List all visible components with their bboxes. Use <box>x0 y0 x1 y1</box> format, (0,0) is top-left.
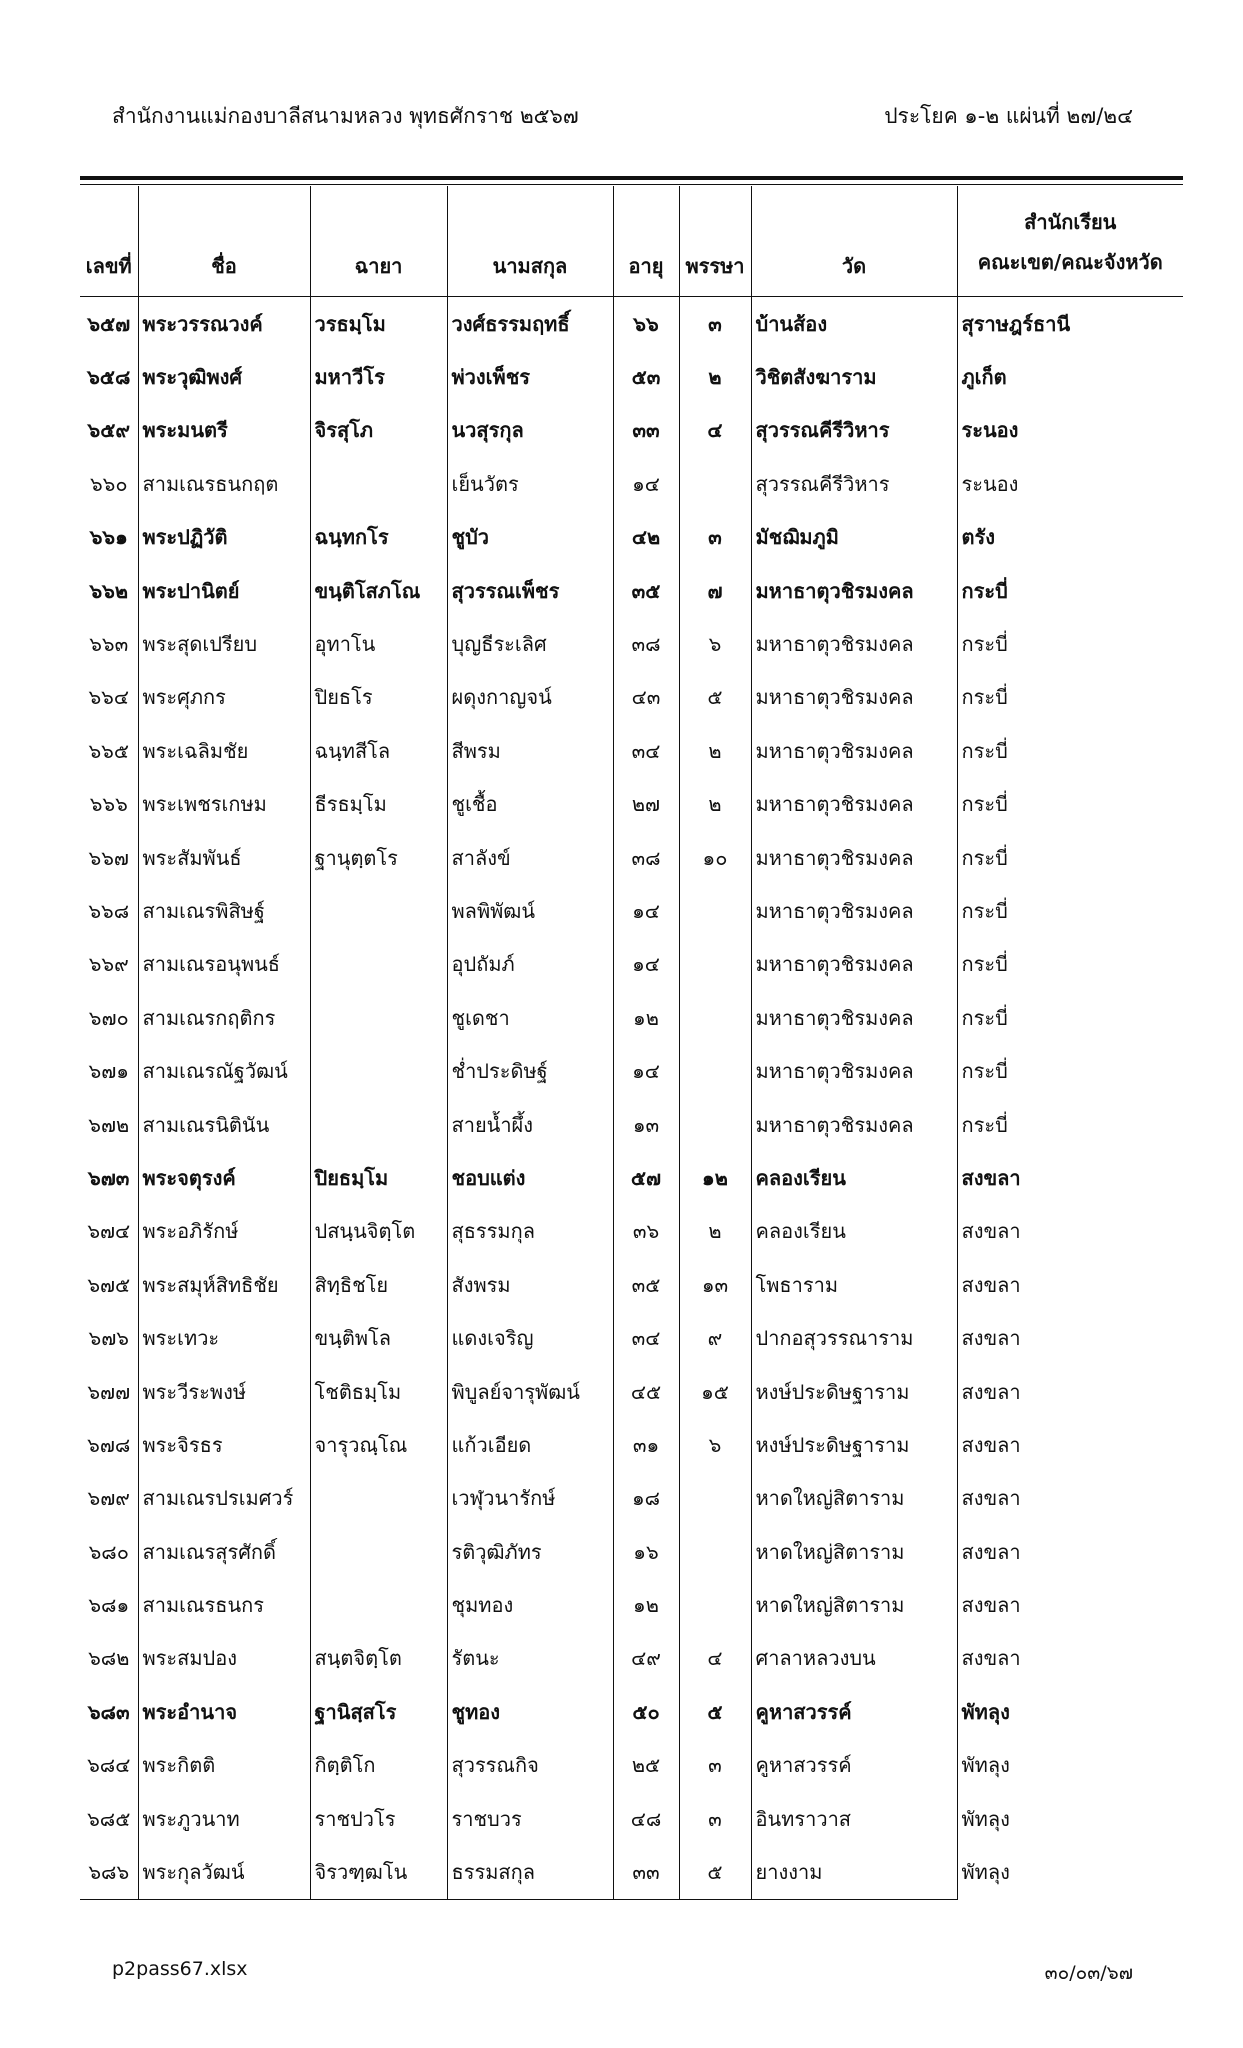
table-row <box>80 1792 1183 1845</box>
cell-chaya: ราชปวโร <box>310 1792 447 1845</box>
cell-name: พระเพชรเกษม <box>138 778 310 831</box>
cell-surname: สุวรรณกิจ <box>447 1739 613 1792</box>
cell-province: กระบี่ <box>957 1044 1183 1097</box>
cell-pansa: ๔ <box>679 404 751 457</box>
cell-chaya <box>310 1578 447 1631</box>
cell-no: ๖๖๐ <box>89 471 128 496</box>
cell-chaya: จารุวณฺโณ <box>310 1418 447 1471</box>
cell-province: สงขลา <box>957 1418 1183 1471</box>
cell-no: ๖๗๐ <box>88 1005 129 1030</box>
cell-surname: ชูเดชา <box>447 991 613 1044</box>
table-row <box>80 884 1183 937</box>
cell-province: กระบี่ <box>957 617 1183 670</box>
header-rule-thin <box>80 184 1183 185</box>
cell-province: กระบี่ <box>957 564 1183 617</box>
cell-pansa: ๖ <box>679 617 751 670</box>
cell-wat: มัชฌิมภูมิ <box>751 511 957 564</box>
cell-name: พระปานิตย์ <box>138 564 310 617</box>
cell-name: สามเณรพิสิษฐ์ <box>138 884 310 937</box>
cell-chaya <box>310 1044 447 1097</box>
table-row <box>80 457 1183 510</box>
cell-age: ๑๔ <box>613 1044 679 1097</box>
cell-surname: อุปถัมภ์ <box>447 938 613 991</box>
cell-province: กระบี่ <box>957 938 1183 991</box>
cell-province: สงขลา <box>957 1311 1183 1364</box>
cell-age: ๓๓ <box>613 404 679 457</box>
table-row <box>80 1311 1183 1364</box>
cell-name: พระสมปอง <box>138 1632 310 1685</box>
cell-pansa: ๑๐ <box>679 831 751 884</box>
cell-pansa: ๑๓ <box>679 1258 751 1311</box>
cell-surname: สุธรรมกุล <box>447 1205 613 1258</box>
cell-wat: คลองเรียน <box>751 1151 957 1204</box>
cell-province: สงขลา <box>957 1578 1183 1631</box>
cell-pansa <box>679 1525 751 1578</box>
cell-name: พระวุฒิพงศ์ <box>138 350 310 403</box>
cell-no: ๖๖๙ <box>88 952 129 977</box>
cell-surname: ช่ำประดิษฐ์ <box>447 1044 613 1097</box>
cell-province: สงขลา <box>957 1525 1183 1578</box>
table-row <box>80 1685 1183 1738</box>
cell-surname: สาลังข์ <box>447 831 613 884</box>
cell-name: สามเณรณัฐวัฒน์ <box>138 1044 310 1097</box>
footer-date: ๓๐/๐๓/๖๗ <box>1044 1962 1133 1984</box>
cell-chaya <box>310 1098 447 1151</box>
cell-pansa: ๙ <box>679 1311 751 1364</box>
table-row <box>80 1845 1183 1899</box>
cell-province: ระนอง <box>957 457 1183 510</box>
cell-province: พัทลุง <box>957 1845 1183 1899</box>
cell-no: ๖๖๕ <box>88 738 130 763</box>
cell-wat: มหาธาตุวชิรมงคล <box>751 938 957 991</box>
col-header-name: ชื่อ <box>138 186 310 297</box>
cell-wat: มหาธาตุวชิรมงคล <box>751 1098 957 1151</box>
cell-surname: พิบูลย์จารุพัฒน์ <box>447 1365 613 1418</box>
cell-no: ๖๖๒ <box>89 578 129 603</box>
table-row <box>80 1258 1183 1311</box>
cell-surname: ชูทอง <box>447 1685 613 1738</box>
cell-age: ๕๐ <box>613 1685 679 1738</box>
cell-no: ๖๗๓ <box>88 1165 130 1190</box>
table-row <box>80 1525 1183 1578</box>
cell-surname: พลพิพัฒน์ <box>447 884 613 937</box>
cell-no: ๖๗๖ <box>88 1326 129 1351</box>
cell-pansa: ๒ <box>679 350 751 403</box>
table-row <box>80 1098 1183 1151</box>
cell-name: พระสุดเปรียบ <box>138 617 310 670</box>
cell-surname: สุวรรณเพ็ชร <box>447 564 613 617</box>
results-table <box>80 186 1183 1900</box>
cell-wat: ปากอสุวรรณาราม <box>751 1311 957 1364</box>
cell-no: ๖๖๗ <box>88 845 129 870</box>
cell-pansa: ๑๕ <box>679 1365 751 1418</box>
cell-wat: สุวรรณคีรีวิหาร <box>751 404 957 457</box>
cell-wat: มหาธาตุวชิรมงคล <box>751 991 957 1044</box>
cell-name: พระกุลวัฒน์ <box>138 1845 310 1899</box>
cell-chaya: สนฺตจิตฺโต <box>310 1632 447 1685</box>
cell-no: ๖๘๓ <box>87 1699 130 1724</box>
cell-province: สงขลา <box>957 1205 1183 1258</box>
cell-no: ๖๘๑ <box>88 1593 130 1618</box>
cell-surname: รัตนะ <box>447 1632 613 1685</box>
cell-wat: มหาธาตุวชิรมงคล <box>751 1044 957 1097</box>
cell-wat: โพธาราม <box>751 1258 957 1311</box>
cell-age: ๑๘ <box>613 1472 679 1525</box>
cell-wat: มหาธาตุวชิรมงคล <box>751 778 957 831</box>
table-row <box>80 350 1183 403</box>
cell-age: ๓๔ <box>613 724 679 777</box>
cell-pansa: ๒ <box>679 778 751 831</box>
cell-surname: บุญธีระเลิศ <box>447 617 613 670</box>
cell-age: ๓๖ <box>613 1205 679 1258</box>
cell-province: สงขลา <box>957 1365 1183 1418</box>
cell-name: สามเณรธนกร <box>138 1578 310 1631</box>
cell-surname: ชอบแต่ง <box>447 1151 613 1204</box>
cell-province: พัทลุง <box>957 1739 1183 1792</box>
cell-no: ๖๘๐ <box>88 1539 129 1564</box>
cell-chaya: ฐานุตฺตโร <box>310 831 447 884</box>
table-row <box>80 1044 1183 1097</box>
cell-name: พระมนตรี <box>138 404 310 457</box>
col-header-school: สำนักเรียน <box>1024 210 1117 234</box>
cell-chaya: สิทฺธิชโย <box>310 1258 447 1311</box>
table-row <box>80 1739 1183 1792</box>
cell-wat: ศาลาหลวงบน <box>751 1632 957 1685</box>
cell-chaya: วรธมฺโม <box>310 297 447 351</box>
cell-chaya: ขนฺติพโล <box>310 1311 447 1364</box>
cell-pansa: ๔ <box>679 1632 751 1685</box>
table-row <box>80 1205 1183 1258</box>
cell-chaya: จิรสุโภ <box>310 404 447 457</box>
cell-province: สงขลา <box>957 1472 1183 1525</box>
table-row <box>80 297 1183 351</box>
cell-age: ๑๒ <box>613 991 679 1044</box>
cell-wat: วิชิตสังฆาราม <box>751 350 957 403</box>
table-body <box>80 297 1183 1900</box>
cell-wat: มหาธาตุวชิรมงคล <box>751 671 957 724</box>
cell-name: พระสัมพันธ์ <box>138 831 310 884</box>
cell-age: ๕๓ <box>613 350 679 403</box>
cell-age: ๓๘ <box>613 831 679 884</box>
cell-surname: รติวุฒิภัทร <box>447 1525 613 1578</box>
cell-age: ๒๗ <box>613 778 679 831</box>
cell-chaya: ฉนฺทสีโล <box>310 724 447 777</box>
cell-wat: มหาธาตุวชิรมงคล <box>751 884 957 937</box>
cell-surname: ราชบวร <box>447 1792 613 1845</box>
cell-surname: นวสุรกุล <box>447 404 613 457</box>
cell-age: ๔๓ <box>613 671 679 724</box>
cell-province: กระบี่ <box>957 991 1183 1044</box>
cell-wat: หาดใหญ่สิตาราม <box>751 1578 957 1631</box>
table-row <box>80 564 1183 617</box>
cell-no: ๖๘๔ <box>87 1753 131 1778</box>
cell-age: ๓๑ <box>613 1418 679 1471</box>
cell-name: พระจตุรงค์ <box>138 1151 310 1204</box>
cell-name: พระวีระพงษ์ <box>138 1365 310 1418</box>
header-rule-thick <box>80 176 1183 180</box>
col-header-surname: นามสกุล <box>447 186 613 297</box>
cell-pansa: ๑๒ <box>679 1151 751 1204</box>
cell-age: ๓๘ <box>613 617 679 670</box>
cell-pansa <box>679 457 751 510</box>
cell-wat: หาดใหญ่สิตาราม <box>751 1525 957 1578</box>
cell-pansa: ๒ <box>679 724 751 777</box>
cell-name: พระอภิรักษ์ <box>138 1205 310 1258</box>
cell-name: พระศุภกร <box>138 671 310 724</box>
cell-pansa <box>679 884 751 937</box>
cell-name: พระกิตติ <box>138 1739 310 1792</box>
cell-province: สงขลา <box>957 1258 1183 1311</box>
cell-surname: พ่วงเพ็ชร <box>447 350 613 403</box>
cell-pansa: ๓ <box>679 511 751 564</box>
cell-no: ๖๕๙ <box>87 418 130 443</box>
cell-no: ๖๘๖ <box>80 1845 138 1899</box>
cell-wat: หาดใหญ่สิตาราม <box>751 1472 957 1525</box>
cell-name: พระสมุห์สิทธิชัย <box>138 1258 310 1311</box>
cell-pansa <box>679 938 751 991</box>
cell-no: ๖๕๘ <box>87 365 131 390</box>
cell-age: ๑๔ <box>613 938 679 991</box>
cell-no: ๖๗๕ <box>87 1272 131 1297</box>
cell-province: สงขลา <box>957 1151 1183 1204</box>
cell-chaya: อุทาโน <box>310 617 447 670</box>
cell-pansa <box>679 1578 751 1631</box>
table-row <box>80 1632 1183 1685</box>
cell-name: พระจิรธร <box>138 1418 310 1471</box>
cell-age: ๕๗ <box>613 1151 679 1204</box>
cell-no: ๖๘๕ <box>87 1806 131 1831</box>
col-header-district: คณะเขต/คณะจังหวัด <box>977 250 1163 274</box>
cell-province: ระนอง <box>957 404 1183 457</box>
cell-wat: บ้านส้อง <box>751 297 957 351</box>
cell-age: ๔๘ <box>613 1792 679 1845</box>
cell-wat: หงษ์ประดิษฐาราม <box>751 1418 957 1471</box>
cell-chaya <box>310 457 447 510</box>
col-header-wat: วัด <box>751 186 957 297</box>
cell-province: สุราษฎร์ธานี <box>957 297 1183 351</box>
col-header-chaya: ฉายา <box>310 186 447 297</box>
table-row <box>80 1365 1183 1418</box>
cell-surname: เย็นวัตร <box>447 457 613 510</box>
table-row <box>80 671 1183 724</box>
cell-pansa <box>679 1098 751 1151</box>
cell-surname: ชูบัว <box>447 511 613 564</box>
cell-chaya <box>310 991 447 1044</box>
cell-no: ๖๗๔ <box>87 1219 131 1244</box>
cell-name: สามเณรปรเมศวร์ <box>138 1472 310 1525</box>
cell-name: พระภูวนาท <box>138 1792 310 1845</box>
cell-province: กระบี่ <box>957 724 1183 777</box>
table-row <box>80 778 1183 831</box>
cell-pansa <box>679 1044 751 1097</box>
cell-surname: แดงเจริญ <box>447 1311 613 1364</box>
cell-province: ภูเก็ต <box>957 350 1183 403</box>
table-row <box>80 1151 1183 1204</box>
cell-province: กระบี่ <box>957 1098 1183 1151</box>
cell-province: พัทลุง <box>957 1685 1183 1738</box>
cell-no: ๖๖๔ <box>88 685 130 710</box>
cell-age: ๑๒ <box>613 1578 679 1631</box>
cell-wat: อินทราวาส <box>751 1792 957 1845</box>
cell-age: ๓๓ <box>613 1845 679 1899</box>
cell-age: ๔๕ <box>613 1365 679 1418</box>
cell-name: สามเณรกฤติกร <box>138 991 310 1044</box>
table-row <box>80 1418 1183 1471</box>
table-row <box>80 511 1183 564</box>
cell-pansa: ๓ <box>679 1792 751 1845</box>
cell-no: ๖๖๖ <box>89 792 128 817</box>
cell-surname: ธรรมสกุล <box>447 1845 613 1899</box>
cell-age: ๑๖ <box>613 1525 679 1578</box>
cell-wat: มหาธาตุวชิรมงคล <box>751 617 957 670</box>
cell-no: ๖๖๑ <box>89 525 128 550</box>
cell-province: พัทลุง <box>957 1792 1183 1845</box>
cell-age: ๓๔ <box>613 1311 679 1364</box>
table-row <box>80 938 1183 991</box>
cell-no: ๖๖๘ <box>88 898 130 923</box>
cell-name: สามเณรอนุพนธ์ <box>138 938 310 991</box>
cell-no: ๖๘๒ <box>88 1646 130 1671</box>
cell-age: ๒๕ <box>613 1739 679 1792</box>
cell-pansa: ๒ <box>679 1205 751 1258</box>
cell-pansa <box>679 1472 751 1525</box>
cell-province: กระบี่ <box>957 671 1183 724</box>
cell-age: ๑๔ <box>613 884 679 937</box>
cell-chaya: ปสนฺนจิตฺโต <box>310 1205 447 1258</box>
cell-wat: คูหาสวรรค์ <box>751 1739 957 1792</box>
cell-surname: สีพรม <box>447 724 613 777</box>
cell-chaya <box>310 938 447 991</box>
cell-age: ๑๓ <box>613 1098 679 1151</box>
cell-age: ๔๙ <box>613 1632 679 1685</box>
col-header-no: เลขที่ <box>80 186 138 297</box>
cell-pansa: ๕ <box>679 1685 751 1738</box>
table-row <box>80 404 1183 457</box>
table-header-row <box>80 186 1183 297</box>
cell-pansa: ๕ <box>679 1845 751 1899</box>
cell-chaya: ขนฺติโสภโณ <box>310 564 447 617</box>
cell-no: ๖๗๗ <box>87 1379 131 1404</box>
cell-no: ๖๕๗ <box>87 311 131 336</box>
cell-chaya: กิตฺติโก <box>310 1739 447 1792</box>
cell-chaya: ปิยธมฺโม <box>310 1151 447 1204</box>
cell-no: ๖๗๑ <box>88 1059 129 1084</box>
cell-pansa: ๓ <box>679 1739 751 1792</box>
cell-surname: วงศ์ธรรมฤทธิ์ <box>447 297 613 351</box>
cell-chaya: จิรวฑฺฒโน <box>310 1845 447 1899</box>
table-row <box>80 1472 1183 1525</box>
table-row <box>80 831 1183 884</box>
cell-chaya: ฐานิสฺสโร <box>310 1685 447 1738</box>
table-row <box>80 617 1183 670</box>
cell-chaya: ปิยธโร <box>310 671 447 724</box>
cell-surname: แก้วเอียด <box>447 1418 613 1471</box>
cell-age: ๖๖ <box>613 297 679 351</box>
col-header-pansa: พรรษา <box>679 186 751 297</box>
cell-name: พระวรรณวงค์ <box>138 297 310 351</box>
cell-age: ๓๕ <box>613 1258 679 1311</box>
cell-wat: มหาธาตุวชิรมงคล <box>751 564 957 617</box>
cell-pansa: ๓ <box>679 297 751 351</box>
cell-province: ตรัง <box>957 511 1183 564</box>
cell-surname: ชุมทอง <box>447 1578 613 1631</box>
cell-no: ๖๗๙ <box>87 1486 130 1511</box>
cell-name: พระเฉลิมชัย <box>138 724 310 777</box>
cell-surname: ชูเชื้อ <box>447 778 613 831</box>
cell-name: พระอำนาจ <box>138 1685 310 1738</box>
cell-province: กระบี่ <box>957 831 1183 884</box>
col-header-age: อายุ <box>613 186 679 297</box>
cell-chaya: ธีรธมฺโม <box>310 778 447 831</box>
cell-wat: หงษ์ประดิษฐาราม <box>751 1365 957 1418</box>
cell-surname: ผดุงกาญจน์ <box>447 671 613 724</box>
cell-province: สงขลา <box>957 1632 1183 1685</box>
cell-name: สามเณรสุรศักดิ์ <box>138 1525 310 1578</box>
cell-age: ๔๒ <box>613 511 679 564</box>
cell-chaya <box>310 1472 447 1525</box>
cell-name: พระเทวะ <box>138 1311 310 1364</box>
cell-name: พระปฏิวัติ <box>138 511 310 564</box>
cell-age: ๑๔ <box>613 457 679 510</box>
cell-surname: เวฬุวนารักษ์ <box>447 1472 613 1525</box>
page-header-left: สำนักงานแม่กองบาลีสนามหลวง พุทธศักราช ๒๕๖๗ <box>112 104 579 128</box>
page-header-right: ประโยค ๑-๒ แผ่นที่ ๒๗/๒๔ <box>884 104 1133 128</box>
cell-chaya: โชติธมฺโม <box>310 1365 447 1418</box>
footer-filename: p2pass67.xlsx <box>112 1958 248 1980</box>
cell-name: สามเณรนิตินัน <box>138 1098 310 1151</box>
cell-no: ๖๗๘ <box>87 1432 131 1457</box>
cell-chaya: ฉนฺทกโร <box>310 511 447 564</box>
cell-pansa: ๗ <box>679 564 751 617</box>
cell-no: ๖๖๓ <box>89 632 129 657</box>
cell-wat: ยางงาม <box>751 1845 957 1899</box>
table-row <box>80 1578 1183 1631</box>
cell-wat: คลองเรียน <box>751 1205 957 1258</box>
table-row <box>80 991 1183 1044</box>
cell-wat: มหาธาตุวชิรมงคล <box>751 831 957 884</box>
cell-pansa: ๖ <box>679 1418 751 1471</box>
cell-surname: สังพรม <box>447 1258 613 1311</box>
cell-province: กระบี่ <box>957 884 1183 937</box>
cell-chaya <box>310 1525 447 1578</box>
cell-wat: คูหาสวรรค์ <box>751 1685 957 1738</box>
cell-chaya <box>310 884 447 937</box>
cell-pansa: ๕ <box>679 671 751 724</box>
cell-chaya: มหาวีโร <box>310 350 447 403</box>
cell-surname: สายน้ำผึ้ง <box>447 1098 613 1151</box>
cell-province: กระบี่ <box>957 778 1183 831</box>
cell-no: ๖๗๒ <box>88 1112 130 1137</box>
cell-wat: มหาธาตุวชิรมงคล <box>751 724 957 777</box>
col-header-province <box>957 186 1183 297</box>
cell-wat: สุวรรณคีรีวิหาร <box>751 457 957 510</box>
cell-age: ๓๕ <box>613 564 679 617</box>
cell-name: สามเณรธนกฤต <box>138 457 310 510</box>
table-row <box>80 724 1183 777</box>
cell-pansa <box>679 991 751 1044</box>
